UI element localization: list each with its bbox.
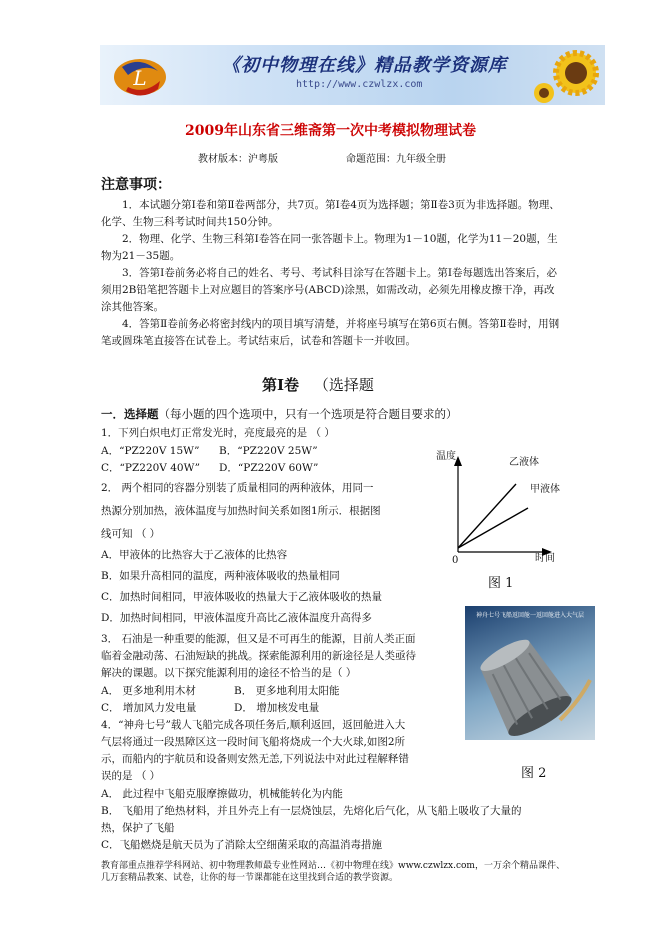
q2-option-c: C．加热时间相同，甲液体吸收的热量大于乙液体吸收的热量 xyxy=(101,591,383,603)
part-desc: （每小题的四个选项中，只有一个选项是符合题目要求的） xyxy=(158,407,458,421)
q2-option-a: A．甲液体的比热容大于乙液体的比热容 xyxy=(101,549,288,561)
q4-line3: 示，而船内的宇航员和设备则安然无恙,下列说法中对此过程解释错 xyxy=(101,753,409,765)
q1-option-d: D．“PZ220V 60W” xyxy=(219,462,319,474)
figure-2-image xyxy=(465,606,595,740)
fig2-header: 神舟七号飞船返回舱一返回舱进入大气层 xyxy=(475,612,584,619)
scope-info: 命题范围：九年级全册 xyxy=(346,154,446,165)
banner-title: 《初中物理在线》精品教学资源库 xyxy=(222,55,507,76)
q2-option-b: B．如果升高相同的温度，两种液体吸收的热量相同 xyxy=(101,570,340,582)
part-heading xyxy=(101,406,458,423)
q2-option-d: D．加热时间相同，甲液体温度升高比乙液体温度升高得多 xyxy=(101,612,372,624)
q3-option-a: A． 更多地利用木材 xyxy=(101,685,196,697)
note-item: 2．物理、化学、生物三科第Ⅰ卷答在同一张答题卡上。物理为1－10题，化学为11－20题，生物为21－35题。 xyxy=(101,233,558,262)
q4-option-c: C．飞船燃烧是航天员为了消除太空细菌采取的高温消毒措施 xyxy=(101,839,383,851)
q1-stem: 1．下列白炽电灯正常发光时，亮度最亮的是 （ ） xyxy=(101,427,335,439)
fig1-origin: 0 xyxy=(452,555,459,566)
edition-info: 教材版本：沪粤版 xyxy=(198,154,278,165)
part-label: 一．选择题 xyxy=(101,407,159,421)
q4-line1: 4．“神舟七号”载人飞船完成各项任务后,顺利返回，返回舱进入大 xyxy=(101,719,406,731)
q3-line1: 3． 石油是一种重要的能源，但又是不可再生的能源，目前人类正面 xyxy=(101,633,416,645)
q3-line3: 解决的课题。以下探究能源利用的途径不恰当的是（ ） xyxy=(101,667,357,679)
page-title: 2009年山东省三维斋第一次中考模拟物理试卷 xyxy=(185,123,476,139)
q4-option-b-line2: 热，保护了飞船 xyxy=(101,822,175,834)
q4-option-a: A． 此过程中飞船克服摩擦做功，机械能转化为内能 xyxy=(101,788,343,800)
q3-option-d: D． 增加核发电量 xyxy=(234,702,320,714)
section-juan: 第Ⅰ卷 xyxy=(262,376,300,394)
sunflower-icon xyxy=(530,45,605,105)
header-banner xyxy=(100,45,605,105)
q3-line2: 临着金融动荡、石油短缺的挑战。探索能源利用的新途径是人类亟待 xyxy=(101,650,416,662)
series-line-jia xyxy=(458,508,528,548)
figure-1-graph xyxy=(420,448,570,588)
banner-url[interactable]: http://www.czwlzx.com xyxy=(296,79,423,90)
q4-line2: 气层将通过一段黑障区这一段时间飞船将烧成一个大火球,如图2所 xyxy=(101,736,406,748)
q2-line1: 2． 两个相同的容器分别装了质量相同的两种液体，用同一 xyxy=(101,482,374,494)
notes-list xyxy=(101,197,561,350)
q1-option-a: A．“PZ220V 15W” xyxy=(101,445,200,457)
q3-option-c: C． 增加风力发电量 xyxy=(101,702,197,714)
note-item: 4．答第Ⅱ卷前务必将密封线内的项目填写清楚，并将座号填写在第6页右侧。答第Ⅱ卷时，用钢笔或圆珠笔直接答在试卷上。考试结束后，试卷和答题卡一并收回。 xyxy=(101,318,560,347)
q4-option-b-line1: B． 飞船用了绝热材料，并且外壳上有一层烧蚀层，先熔化后气化，从飞船上吸收了大量的 xyxy=(101,805,522,817)
q2-line3: 线可知 （ ） xyxy=(101,528,161,540)
notes-heading: 注意事项： xyxy=(101,177,171,193)
q1-option-b: B．“PZ220V 25W” xyxy=(219,445,318,457)
page-footer: 教育部重点推荐学科网站、初中物理教师最专业性网站…《初中物理在线》www.czwlzx.com，一万余个精品课件、几万套精品教案、试卷，让你的每一节课都能在这里找到合适的教学资源。 xyxy=(101,861,565,883)
fig1-series-jia: 甲液体 xyxy=(530,484,560,495)
fig1-caption: 图 1 xyxy=(488,576,514,591)
note-item: 3．答第Ⅰ卷前务必将自己的姓名、考号、考试科目涂写在答题卡上。第Ⅰ卷每题选出答案后，必须用2B铅笔把答题卡上对应题目的答案序号(ABCD)涂黑，如需改动，必须先用橡皮擦干净，再改涂其他答案。 xyxy=(101,267,557,313)
q3-option-b: B． 更多地利用太阳能 xyxy=(234,685,340,697)
series-line-yi xyxy=(458,484,516,548)
fig1-xlabel: 时间 xyxy=(535,553,555,564)
logo-icon xyxy=(100,45,210,105)
fig2-caption: 图 2 xyxy=(521,766,547,781)
capsule-illustration xyxy=(465,620,595,740)
section-header xyxy=(262,374,374,395)
fig1-series-yi: 乙液体 xyxy=(509,457,539,468)
note-item: 1．本试题分第Ⅰ卷和第Ⅱ卷两部分，共7页。第Ⅰ卷4页为选择题；第Ⅱ卷3页为非选择题。物理、化学、生物三科考试时间共150分钟。 xyxy=(101,199,560,228)
svg-text:L: L xyxy=(133,66,147,90)
fig1-ylabel: 温度 xyxy=(436,451,456,462)
section-type: （选择题 xyxy=(313,376,374,394)
q4-line4: 误的是 （ ） xyxy=(101,770,161,782)
q1-option-c: C．“PZ220V 40W” xyxy=(101,462,200,474)
q2-line2: 热源分别加热，液体温度与加热时间关系如图1所示．根据图 xyxy=(101,505,381,517)
